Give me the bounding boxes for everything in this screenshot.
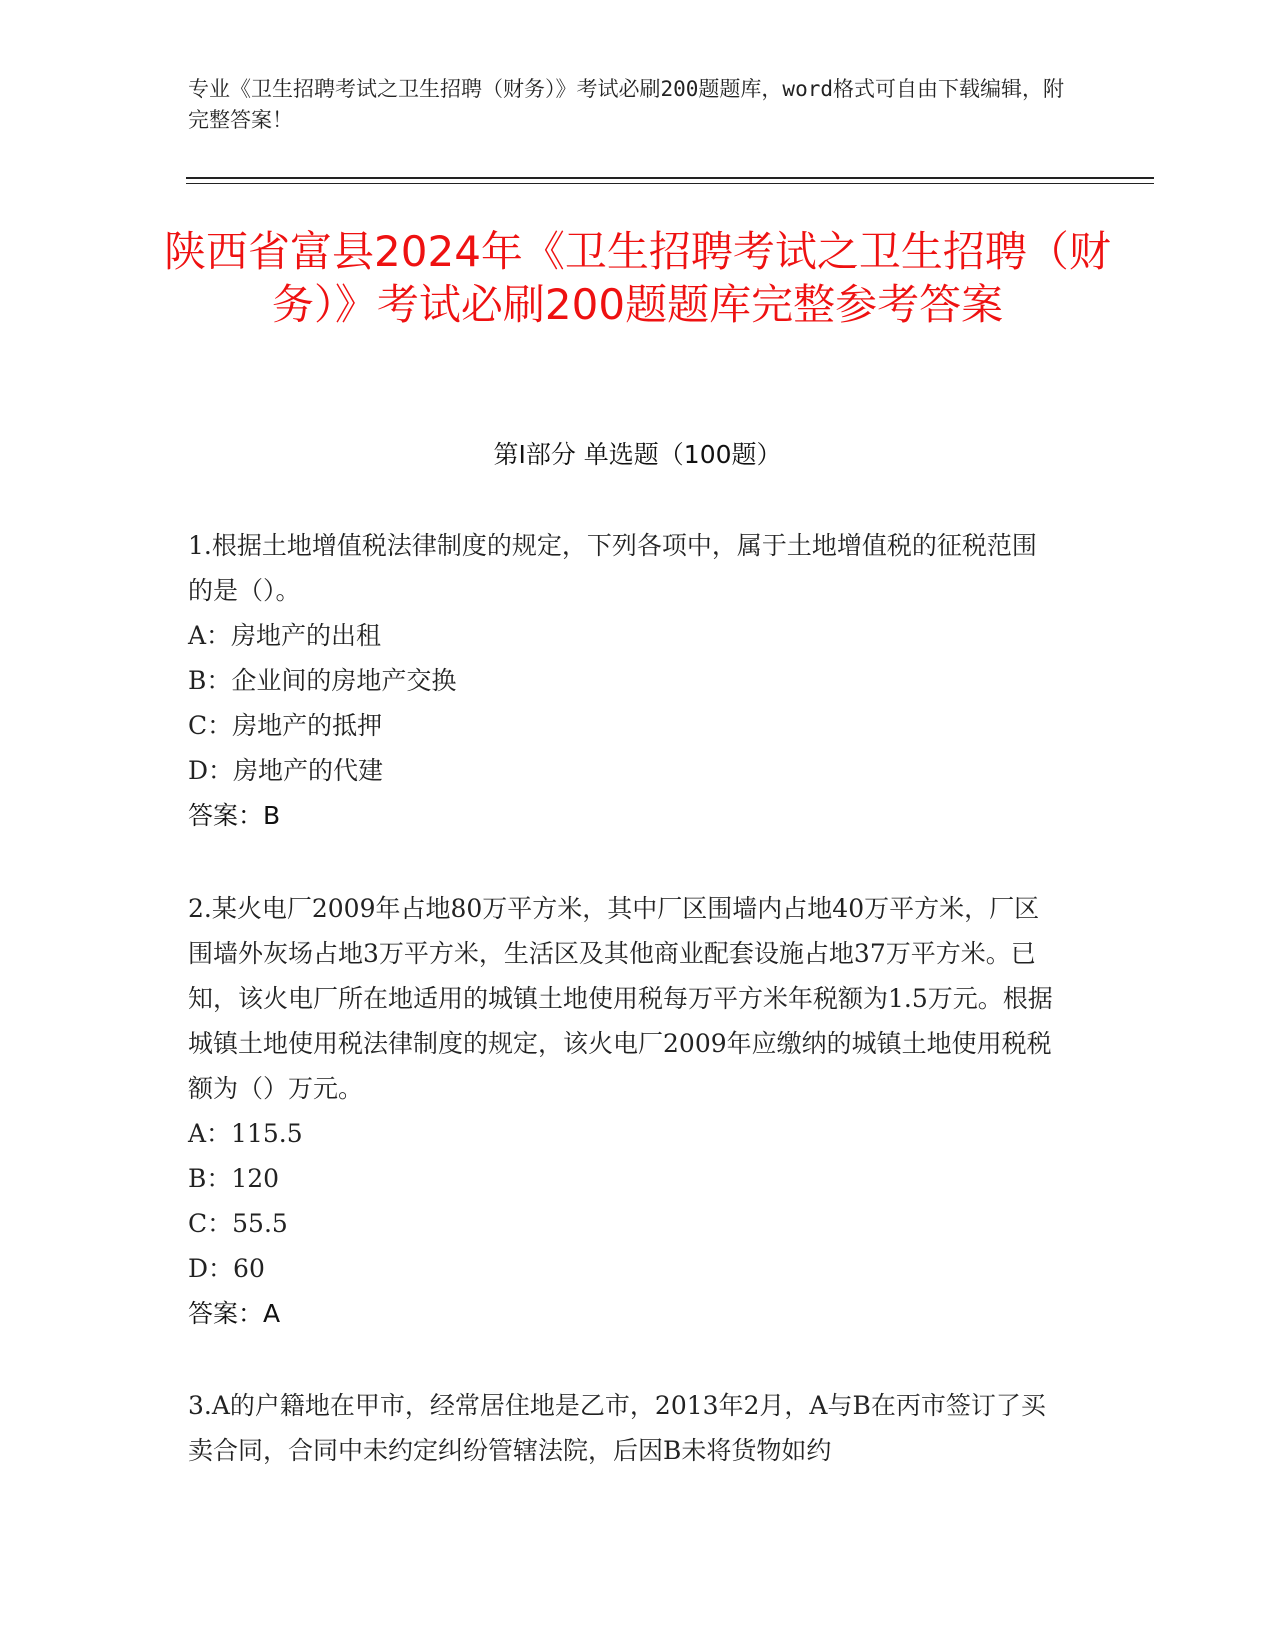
question-stem: 1.根据土地增值税法律制度的规定，下列各项中，属于土地增值税的征税范围的是（）。 bbox=[188, 531, 1037, 605]
question-stem: 3.A的户籍地在甲市，经常居住地是乙市，2013年2月，A与B在丙市签订了买卖合同，合同中未约定纠纷管辖法院，后因B未将货物如约 bbox=[188, 1391, 1046, 1465]
answer-line: 答案：B bbox=[188, 801, 281, 830]
section-heading: 第I部分 单选题（100题） bbox=[493, 440, 782, 469]
question-3 bbox=[188, 1383, 1058, 1473]
option-c: C：55.5 bbox=[188, 1209, 288, 1238]
header-divider-thick bbox=[186, 177, 1154, 179]
option-b: B：120 bbox=[188, 1164, 280, 1193]
question-stem: 2.某火电厂2009年占地80万平方米，其中厂区围墙内占地40万平方米，厂区围墙外灰场占地3万平方米，生活区及其他商业配套设施占地37万平方米。已知，该火电厂所在地适用的城镇土地使用税每万平方米年税额为1.5万元。根据城镇土地使用税法律制度的规定，该火电厂2009年应缴纳的城镇土地使用税税额为（）万元。 bbox=[188, 894, 1053, 1103]
answer-line: 答案：A bbox=[188, 1299, 281, 1328]
option-a: A：115.5 bbox=[188, 1119, 303, 1148]
option-a: A：房地产的出租 bbox=[188, 621, 382, 650]
header-note: 专业《卫生招聘考试之卫生招聘（财务）》考试必刷200题题库，word格式可自由下载编辑，附完整答案！ bbox=[188, 77, 1064, 132]
document-title: 陕西省富县2024年《卫生招聘考试之卫生招聘（财务）》考试必刷200题题库完整参考答案 bbox=[164, 227, 1111, 329]
question-2 bbox=[188, 886, 1058, 1336]
option-d: D：房地产的代建 bbox=[188, 756, 384, 785]
header-divider-thin bbox=[186, 183, 1154, 184]
question-1 bbox=[188, 523, 1058, 838]
option-c: C：房地产的抵押 bbox=[188, 711, 383, 740]
option-b: B：企业间的房地产交换 bbox=[188, 666, 457, 695]
option-d: D：60 bbox=[188, 1254, 265, 1283]
